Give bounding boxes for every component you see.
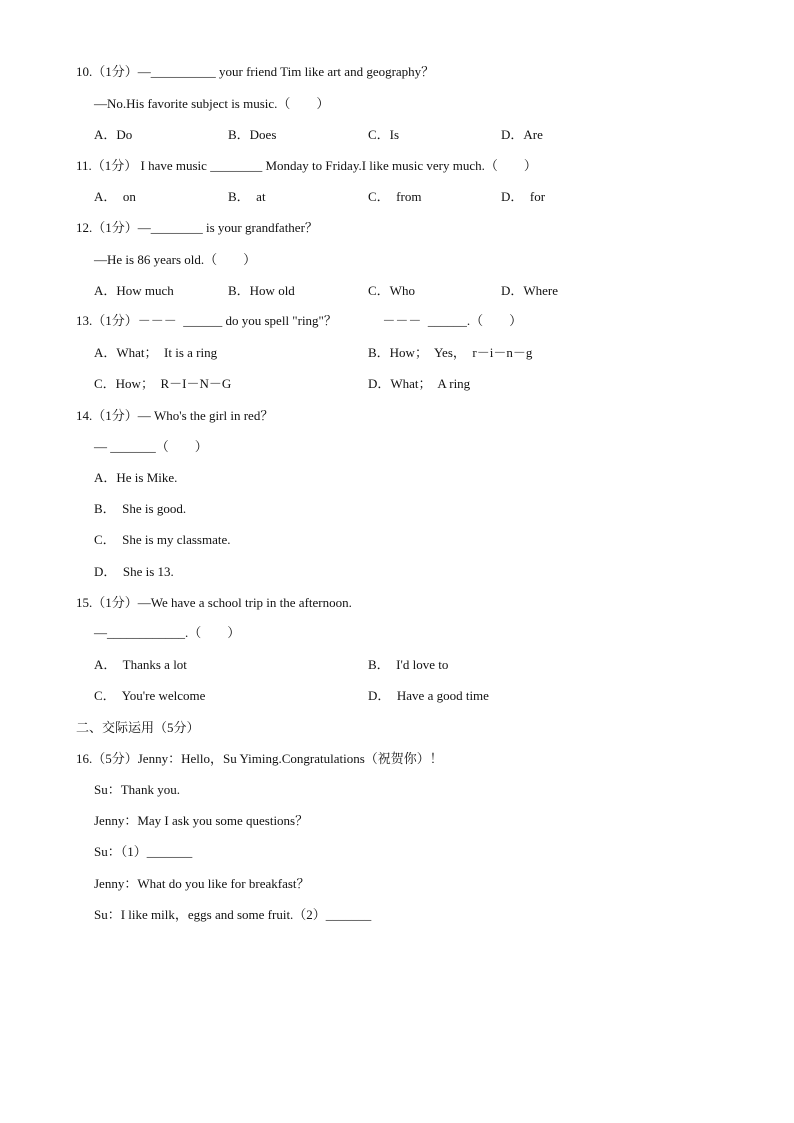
question-15-option-c: C． You're welcome bbox=[94, 688, 206, 703]
dialogue-line-5: Su：I like milk，eggs and some fruit.（2）_______ bbox=[94, 907, 372, 922]
question-10-stem: 10.（1分）—__________ your friend Tim like art and geography？ bbox=[76, 64, 435, 79]
section-2-heading: 二、交际运用（5分） bbox=[76, 720, 200, 735]
question-15-option-d: D． Have a good time bbox=[368, 688, 489, 703]
question-12-option-c: C．Who bbox=[368, 283, 415, 298]
dialogue-line-2: Jenny：May I ask you some questions？ bbox=[94, 813, 309, 828]
question-15-stem: 15.（1分）—We have a school trip in the afternoon. bbox=[76, 595, 352, 610]
question-15-option-a: A． Thanks a lot bbox=[94, 657, 187, 672]
question-14-reply: — _______（ ） bbox=[94, 439, 208, 454]
question-15-reply: —____________.（ ） bbox=[94, 625, 241, 640]
question-12-option-a: A．How much bbox=[94, 283, 174, 298]
question-11-option-c: C． from bbox=[368, 189, 422, 204]
question-13-option-d: D．What； A ring bbox=[368, 376, 471, 391]
question-13-option-c: C．How； R－I－N－G bbox=[94, 376, 232, 391]
question-11-option-d: D． for bbox=[501, 189, 546, 204]
question-13-stem: 13.（1分）－－－ ______ do you spell "ring"？ －－－ ______.（ ） bbox=[76, 313, 523, 328]
question-11-option-a: A． on bbox=[94, 189, 136, 204]
question-11-option-b: B． at bbox=[228, 189, 266, 204]
question-12-option-d: D．Where bbox=[501, 283, 559, 298]
question-12-reply: —He is 86 years old.（ ） bbox=[94, 252, 257, 267]
dialogue-line-4: Jenny：What do you like for breakfast？ bbox=[94, 876, 310, 891]
question-11-stem: 11.（1分） I have music ________ Monday to Friday.I like music very much.（ ） bbox=[76, 158, 537, 173]
question-10-option-a: A．Do bbox=[94, 127, 133, 142]
question-13-option-b: B．How； Yes， r－i－n－g bbox=[368, 345, 533, 360]
question-10-option-c: C．Is bbox=[368, 127, 400, 142]
question-14-stem: 14.（1分）— Who's the girl in red？ bbox=[76, 408, 274, 423]
question-10-reply: —No.His favorite subject is music.（ ） bbox=[94, 96, 330, 111]
question-14-option-c: C． She is my classmate. bbox=[94, 532, 231, 547]
question-10-option-b: B．Does bbox=[228, 127, 277, 142]
question-10-option-d: D．Are bbox=[501, 127, 543, 142]
question-14-option-a: A．He is Mike. bbox=[94, 470, 178, 485]
question-12-option-b: B．How old bbox=[228, 283, 295, 298]
question-13-option-a: A．What； It is a ring bbox=[94, 345, 218, 360]
question-14-option-b: B． She is good. bbox=[94, 501, 187, 516]
dialogue-line-1: Su：Thank you. bbox=[94, 782, 180, 797]
question-12-stem: 12.（1分）—________ is your grandfather？ bbox=[76, 220, 318, 235]
question-16-stem: 16.（5分）Jenny：Hello，Su Yiming.Congratulations（祝贺你）！ bbox=[76, 751, 443, 766]
question-14-option-d: D． She is 13. bbox=[94, 564, 174, 579]
dialogue-line-3: Su：（1）_______ bbox=[94, 844, 193, 859]
question-15-option-b: B． I'd love to bbox=[368, 657, 449, 672]
